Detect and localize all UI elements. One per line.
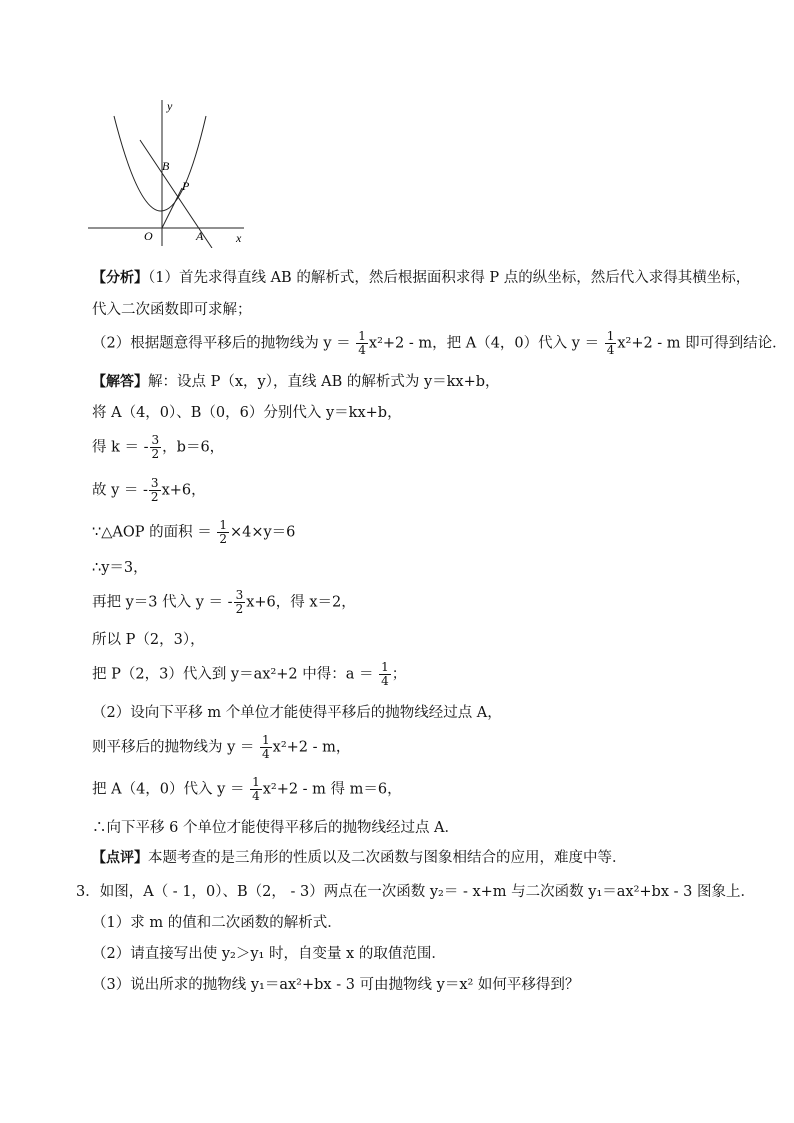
parabola-figure: [84, 96, 254, 248]
fraction-one-quarter: $\frac{1}{4}$: [381, 660, 389, 688]
solution-line-9: 把 P（2，3）代入到 y＝ax²+2 中得：a ＝ $\frac{1}{4}$ ；: [92, 660, 407, 688]
solution-line-7: 再把 y＝3 代入 y ＝ - $\frac{3}{2}$ x+6，得 x＝2，: [92, 588, 356, 616]
solution-line-6: ∴y＝3，: [92, 560, 148, 576]
problem-3-question-2: （2）请直接写出使 y₂＞y₁ 时，自变量 x 的取值范围．: [92, 946, 446, 962]
solution-line-10: （2）设向下平移 m 个单位才能使得平移后的抛物线经过点 A，: [92, 705, 502, 721]
segment-op: [162, 188, 182, 228]
problem-3-question-1: （1）求 m 的值和二次函数的解析式．: [92, 915, 342, 931]
analysis-tag: 【分析】: [92, 270, 148, 286]
label-y: y: [167, 99, 173, 113]
label-a: A: [196, 229, 204, 243]
label-b: B: [162, 159, 170, 173]
label-p: P: [182, 179, 190, 193]
label-o: O: [144, 229, 153, 243]
fraction-one-quarter: $\frac{1}{4}$: [252, 775, 260, 803]
solution-line-4: 故 y ＝ - $\frac{3}{2}$ x+6，: [92, 476, 206, 504]
fraction-one-quarter: $\frac{1}{4}$: [262, 733, 270, 761]
fraction-three-halves: $\frac{3}{2}$: [235, 588, 244, 616]
solution-line-2: 将 A（4，0）、B（0，6）分别代入 y＝kx+b，: [92, 405, 402, 421]
solution-line-8: 所以 P（2，3），: [92, 632, 205, 648]
solution-line-5: ∵△AOP 的面积 ＝ $\frac{1}{2}$ ×4×y＝6: [92, 518, 296, 546]
comment-tag: 【点评】: [92, 850, 148, 866]
fraction-three-halves: $\frac{3}{2}$: [150, 476, 159, 504]
analysis-line-2: 代入二次函数即可求解；: [92, 302, 252, 318]
label-x: x: [236, 231, 242, 245]
fraction-three-halves: $\frac{3}{2}$: [151, 433, 160, 461]
problem-3-stem: 3．如图，A（ - 1，0）、B（2， - 3）两点在一次函数 y₂＝ - x+m 与二次函数 y₁＝ax²+bx - 3 图象上．: [76, 884, 755, 900]
analysis-line-3: （2）根据题意得平移后的抛物线为 y ＝ $\frac{1}{4}$ x²+2 - m，把 A（4，0）代入 y ＝ $\frac{1}{4}$ x²+2 - m 即可得到结论．: [92, 329, 787, 357]
solution-line-11: 则平移后的抛物线为 y ＝ $\frac{1}{4}$ x²+2 - m，: [92, 733, 351, 761]
solution-tag: 【解答】: [92, 374, 148, 390]
solution-line-3: 得 k ＝ - $\frac{3}{2}$ ，b＝6，: [92, 433, 225, 461]
fraction-one-quarter: $\frac{1}{4}$: [606, 329, 615, 357]
problem-3-question-3: （3）说出所求的抛物线 y₁＝ax²+bx - 3 可由抛物线 y＝x² 如何平移得到？: [92, 977, 580, 993]
analysis-line-1: 【分析】（1）首先求得直线 AB 的解析式，然后根据面积求得 P 点的纵坐标，然后代入求得其横坐标，: [92, 270, 751, 286]
fraction-one-quarter: $\frac{1}{4}$: [358, 329, 366, 357]
solution-line-12: 把 A（4，0）代入 y ＝ $\frac{1}{4}$ x²+2 - m 得 m＝6，: [92, 775, 402, 803]
comment-line: 【点评】本题考查的是三角形的性质以及二次函数与图象相结合的应用，难度中等．: [92, 850, 627, 866]
solution-line-1: 【解答】解：设点 P（x，y），直线 AB 的解析式为 y＝kx+b，: [92, 374, 500, 390]
solution-line-13: ∴向下平移 6 个单位才能使得平移后的抛物线经过点 A．: [92, 820, 460, 836]
parabola-curve: [114, 116, 206, 211]
fraction-one-half: $\frac{1}{2}$: [219, 518, 227, 546]
